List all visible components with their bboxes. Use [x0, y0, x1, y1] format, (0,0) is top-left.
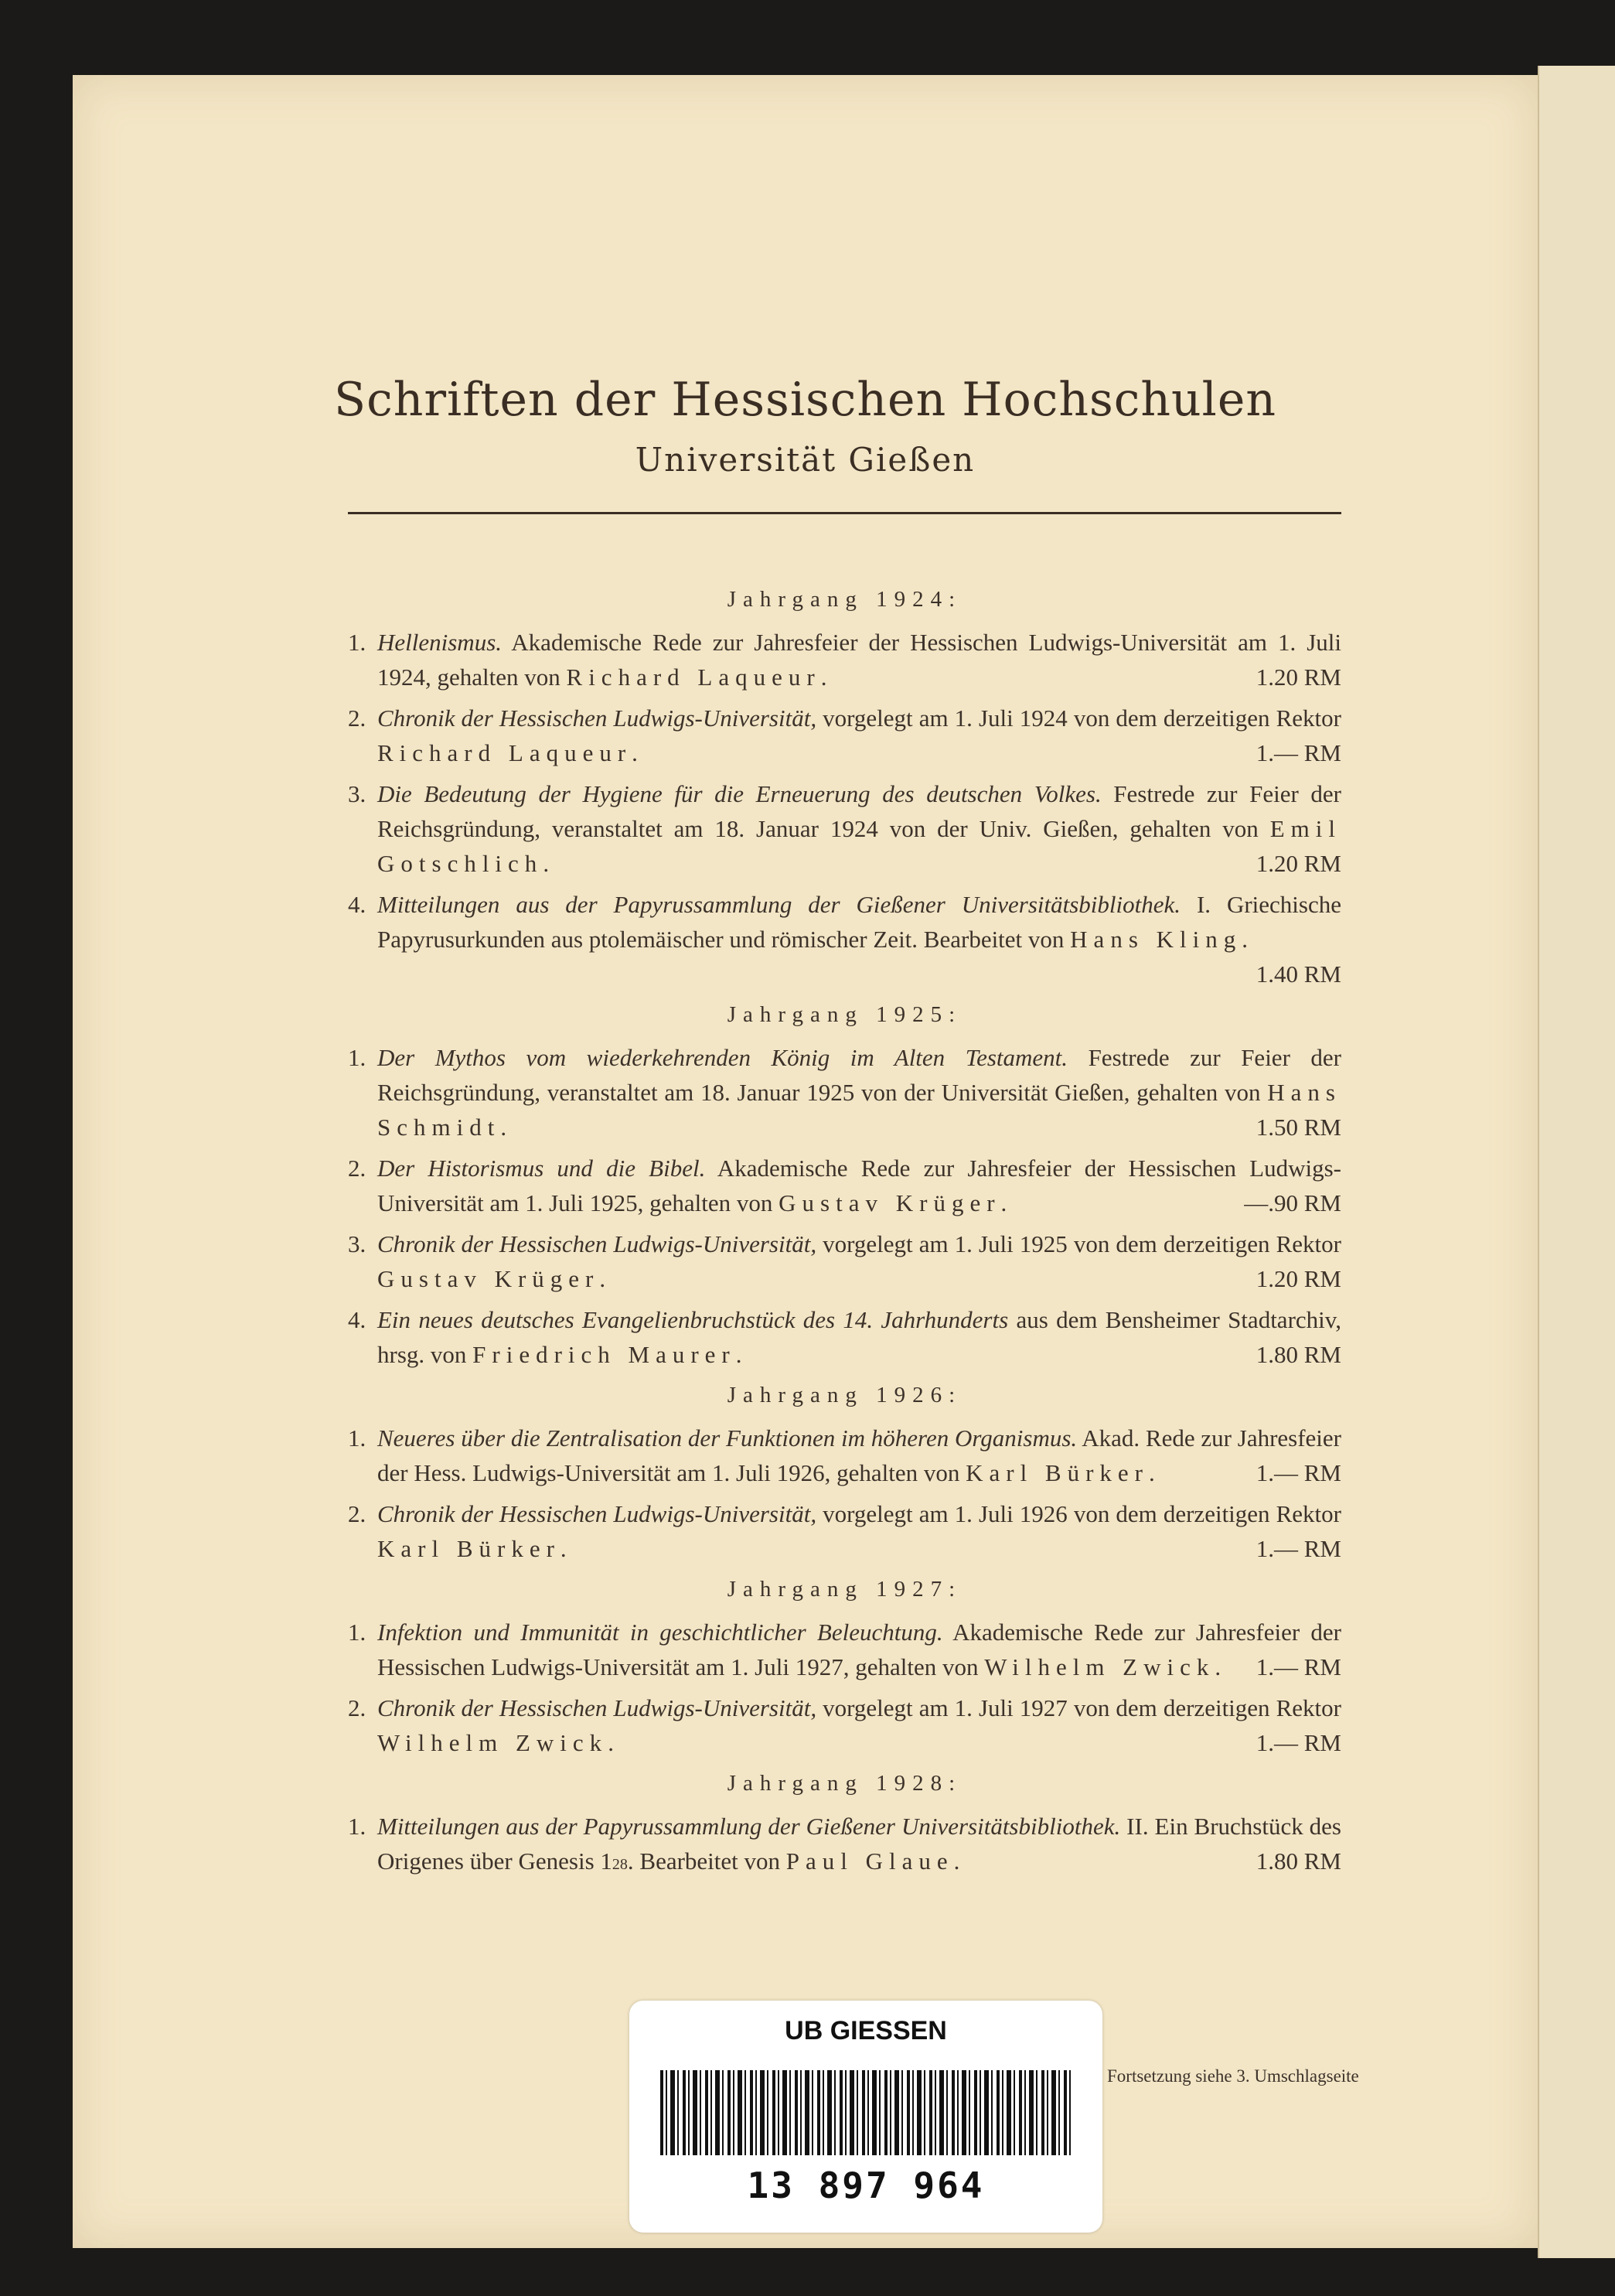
entry-price: 1.80 RM	[1256, 1341, 1341, 1368]
entry-price: 1.— RM	[1256, 739, 1341, 766]
entry-price: 1.20 RM	[1256, 1265, 1341, 1292]
entry-author: Gustav Krüger	[377, 1265, 600, 1292]
entry-number: 4.	[348, 891, 366, 918]
entry-description: Akademische Rede zur Jahresfeier der Hessischen Ludwigs-Universität am 1. Juli 1925, gehalten von	[377, 1155, 1342, 1216]
entry-author: Richard Laqueur	[566, 664, 821, 691]
entry-subscript: 28	[612, 1856, 628, 1873]
entry-price: 1.20 RM	[1256, 850, 1341, 877]
entry-description: vorgelegt am 1. Juli 1924 von dem derzeitigen Rektor	[816, 704, 1341, 732]
entry-price: 1.50 RM	[1256, 1114, 1341, 1141]
entry-body	[377, 887, 1341, 991]
entry-author: Wilhelm Zwick	[984, 1653, 1215, 1680]
entry-title: Die Bedeutung der Hygiene für die Erneuerung des deutschen Volkes.	[377, 780, 1102, 807]
entry-punct: .	[1000, 1189, 1007, 1216]
entry-punct: .	[820, 664, 827, 691]
entry-body	[377, 1421, 1341, 1490]
entry-price: 1.— RM	[1256, 1459, 1341, 1486]
entry-title: Chronik der Hessischen Ludwigs-Universität,	[377, 1500, 817, 1527]
page-title: Schriften der Hessischen Hochschulen	[333, 373, 1276, 427]
entry-title: Chronik der Hessischen Ludwigs-Universität,	[377, 1694, 817, 1721]
entry-description: I. Griechische Papyrusurkunden aus ptolemäischer und römischer Zeit. Bearbeitet von	[377, 891, 1341, 953]
entry-author: Hans Schmidt	[377, 1079, 1341, 1141]
entry-body	[377, 701, 1341, 770]
entry-title: Neueres über die Zentralisation der Funktionen im höheren Organismus.	[377, 1424, 1078, 1452]
list-item	[348, 1690, 1341, 1760]
entry-title: Mitteilungen aus der Papyrussammlung der Gießener Universitätsbibliothek.	[377, 891, 1181, 918]
entry-title: Chronik der Hessischen Ludwigs-Universität,	[377, 1230, 817, 1257]
header-rule	[348, 512, 1341, 514]
page-subtitle: Universität Gießen	[635, 441, 976, 479]
sticker-label: UB GIESSEN	[785, 2016, 947, 2045]
entry-punct: .	[953, 1847, 960, 1875]
list-item	[348, 1615, 1341, 1684]
entry-body	[377, 776, 1341, 881]
list-item	[348, 1040, 1341, 1145]
entry-number: 1.	[348, 1424, 366, 1452]
adjacent-page-edge	[1538, 66, 1615, 2258]
entry-price: 1.— RM	[1256, 1729, 1341, 1756]
entry-description: Akademische Rede zur Jahresfeier der Hessischen Ludwigs-Universität am 1. Juli 1924, gehalten von	[377, 629, 1341, 691]
entry-punct: .	[1149, 1459, 1155, 1486]
entry-body	[377, 1690, 1341, 1760]
entry-punct: .	[543, 850, 550, 877]
entry-title: Mitteilungen aus der Papyrussammlung der Gießener Universitätsbibliothek.	[377, 1813, 1121, 1840]
entry-price: —.90 RM	[1244, 1189, 1341, 1216]
year-heading: Jahrgang 1927:	[727, 1577, 963, 1602]
entry-price: 1.20 RM	[1256, 664, 1341, 691]
entry-author: Hans Kling	[1070, 926, 1242, 953]
entry-number: 3.	[348, 780, 366, 807]
entry-author: Wilhelm Zwick	[377, 1729, 608, 1756]
entry-description: vorgelegt am 1. Juli 1925 von dem derzeitigen Rektor	[816, 1230, 1341, 1257]
entry-punct: .	[1242, 926, 1248, 953]
entry-author: Gustav Krüger	[779, 1189, 1001, 1216]
list-item	[348, 1226, 1341, 1296]
entry-author: Karl Bürker	[377, 1535, 560, 1562]
entry-body	[377, 1151, 1341, 1220]
entry-description: Akad. Rede zur Jahresfeier der Hess. Ludwigs-Universität am 1. Juli 1926, gehalten von	[377, 1424, 1341, 1486]
entry-number: 1.	[348, 629, 366, 656]
barcode-icon	[660, 2070, 1072, 2155]
entry-number: 2.	[348, 704, 366, 732]
entry-author: Emil Gotschlich	[377, 815, 1341, 877]
entry-price: 1.80 RM	[1256, 1847, 1341, 1875]
entry-description: vorgelegt am 1. Juli 1926 von dem derzeitigen Rektor	[816, 1500, 1341, 1527]
entry-number: 2.	[348, 1500, 366, 1527]
entry-description: Festrede zur Feier der Reichsgründung, veranstaltet am 18. Januar 1924 von der Univ. Gießen, gehalten von	[377, 780, 1341, 842]
entry-author: Paul Glaue	[785, 1847, 954, 1875]
entry-punct: .	[599, 1265, 606, 1292]
entry-number: 3.	[348, 1230, 366, 1257]
entry-body	[377, 1040, 1341, 1145]
entry-punct: .	[735, 1341, 742, 1368]
entry-author: Karl Bürker	[966, 1459, 1150, 1486]
entry-description: aus dem Bensheimer Stadtarchiv, hrsg. von	[377, 1306, 1341, 1368]
document-page	[73, 75, 1538, 2248]
entry-body	[377, 1809, 1341, 1882]
entry-body	[377, 1615, 1341, 1684]
entry-author: Friedrich Maurer	[472, 1341, 736, 1368]
library-barcode-sticker	[629, 2001, 1102, 2233]
entry-number: 1.	[348, 1619, 366, 1646]
entry-price: 1.— RM	[1256, 1535, 1341, 1562]
entry-description-cont: . Bearbeitet von	[627, 1847, 786, 1875]
entry-number: 4.	[348, 1306, 366, 1333]
list-item	[348, 1496, 1341, 1566]
entry-title: Infektion und Immunität in geschichtlicher Beleuchtung.	[377, 1619, 943, 1646]
entry-number: 2.	[348, 1155, 366, 1182]
year-heading: Jahrgang 1928:	[727, 1771, 963, 1796]
list-item	[348, 776, 1341, 881]
list-item	[348, 1302, 1341, 1372]
entry-price: 1.40 RM	[1256, 960, 1341, 988]
entry-body	[377, 1226, 1341, 1296]
entry-title: Ein neues deutsches Evangelienbruchstück des 14. Jahrhunderts	[377, 1306, 1009, 1333]
list-item	[348, 625, 1341, 694]
sticker-number: 13 897 964	[747, 2165, 985, 2206]
entry-body	[377, 625, 1341, 694]
year-heading: Jahrgang 1925:	[727, 1002, 963, 1027]
entry-price: 1.— RM	[1256, 1653, 1341, 1680]
publication-list	[348, 578, 1341, 1888]
entry-punct: .	[500, 1114, 507, 1141]
entry-description: Akademische Rede zur Jahresfeier der Hessischen Ludwigs-Universität am 1. Juli 1927, gehalten von	[377, 1619, 1341, 1680]
entry-punct: .	[608, 1729, 614, 1756]
entry-title: Hellenismus.	[377, 629, 503, 656]
list-item	[348, 1421, 1341, 1490]
year-heading: Jahrgang 1926:	[727, 1383, 963, 1407]
entry-number: 1.	[348, 1044, 366, 1071]
entry-description: vorgelegt am 1. Juli 1927 von dem derzeitigen Rektor	[816, 1694, 1341, 1721]
page-header	[73, 373, 1538, 479]
entry-title: Der Historismus und die Bibel.	[377, 1155, 706, 1182]
list-item	[348, 1809, 1341, 1882]
list-item	[348, 887, 1341, 991]
entry-body	[377, 1302, 1341, 1372]
entry-description: Festrede zur Feier der Reichsgründung, veranstaltet am 18. Januar 1925 von der Universität Gießen, gehalten von	[377, 1044, 1341, 1106]
entry-number: 2.	[348, 1694, 366, 1721]
entry-title: Der Mythos vom wiederkehrenden König im Alten Testament.	[377, 1044, 1068, 1071]
list-item	[348, 1151, 1341, 1220]
entry-title: Chronik der Hessischen Ludwigs-Universität,	[377, 704, 817, 732]
entry-punct: .	[632, 739, 638, 766]
entry-description: II. Ein Bruchstück des Origenes über Genesis 1	[377, 1813, 1341, 1875]
entry-punct: .	[1215, 1653, 1221, 1680]
entry-punct: .	[560, 1535, 567, 1562]
continuation-note: Fortsetzung siehe 3. Umschlagseite	[1107, 2066, 1359, 2086]
entry-author: Richard Laqueur	[377, 739, 632, 766]
entry-number: 1.	[348, 1813, 366, 1840]
year-heading: Jahrgang 1924:	[727, 587, 963, 612]
entry-body	[377, 1496, 1341, 1566]
list-item	[348, 701, 1341, 770]
